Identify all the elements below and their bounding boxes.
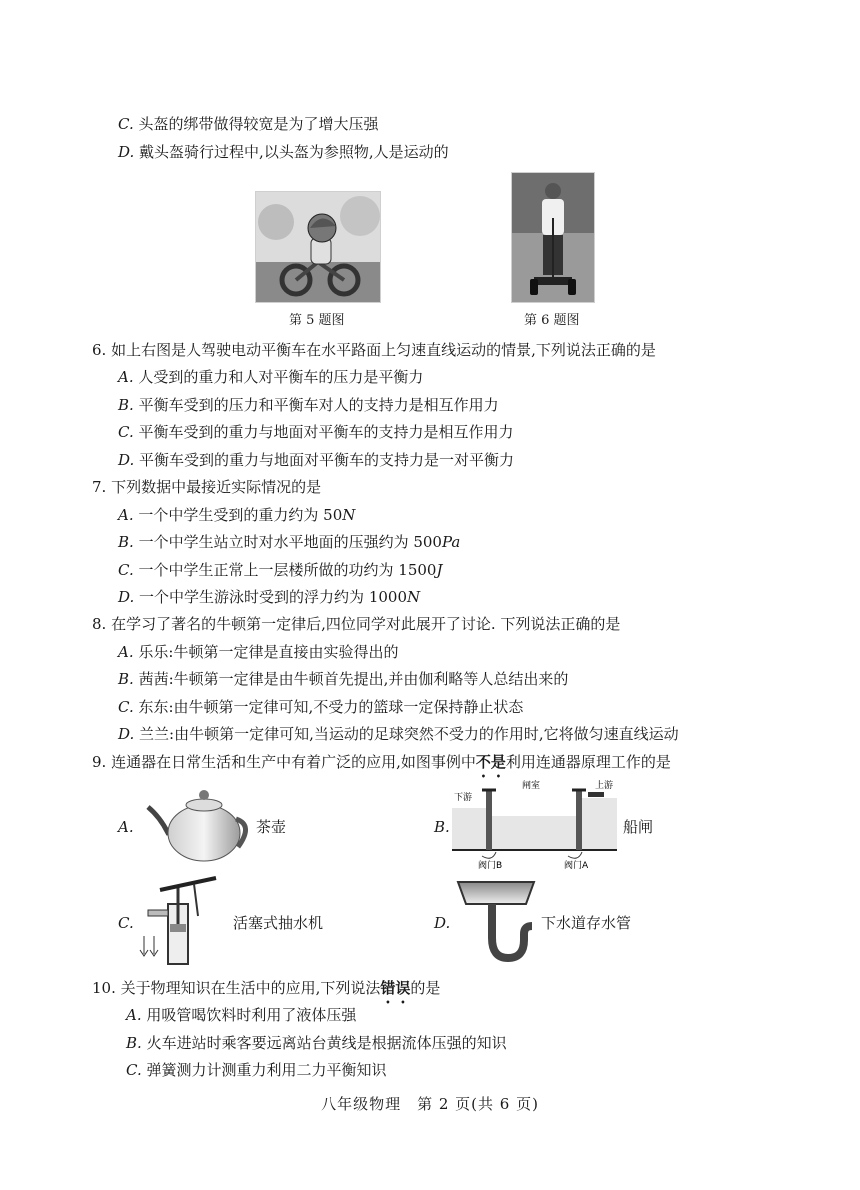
page-footer: 八年级物理 第 2 页(共 6 页) [321,1095,539,1113]
q8-option-b: B. 茜茜:牛顿第一定律是由牛顿首先提出,并由伽利略等人总结出来的 [118,670,569,688]
q8-stem: 8. 在学习了著名的牛顿第一定律后,四位同学对此展开了讨论. 下列说法正确的是 [92,615,621,633]
fig6-caption: 第 6 题图 [524,313,580,328]
q9-option-d-letter: D. [434,914,451,932]
q9-option-c-label: 活塞式抽水机 [233,914,324,932]
q7-option-d: D. 一个中学生游泳时受到的浮力约为 1000N [118,588,421,606]
lock-label-valve-b: 阀门B [478,861,503,870]
ship-lock-diagram [452,780,617,870]
lock-label-chamber: 闸室 [522,781,541,791]
lock-label-valve-a: 阀门A [564,861,589,870]
q9-option-b-label: 船闸 [623,818,654,836]
fig6-image [511,172,595,303]
piston-pump-icon [138,876,222,968]
drain-trap-icon [454,878,538,968]
q10-option-b: B. 火车进站时乘客要远离站台黄线是根据流体压强的知识 [126,1034,507,1052]
emphasis-not: 不是 [475,753,506,771]
q7-option-c: C. 一个中学生正常上一层楼所做的功约为 1500J [118,561,443,579]
q8-option-c: C. 东东:由牛顿第一定律可知,不受力的篮球一定保持静止状态 [118,698,524,716]
teapot-icon [138,777,256,865]
q9-option-a-letter: A. [118,818,134,836]
q10-stem: 10. 关于物理知识在生活中的应用,下列说法错误的是 [92,979,441,997]
q9-option-c-letter: C. [118,914,134,932]
q8-option-d: D. 兰兰:由牛顿第一定律可知,当运动的足球突然不受力的作用时,它将做匀速直线运动 [118,725,679,743]
q8-option-a: A. 乐乐:牛顿第一定律是直接由实验得出的 [118,643,399,661]
q10-option-a: A. 用吸管喝饮料时利用了液体压强 [126,1006,357,1024]
q6-stem: 6. 如上右图是人驾驶电动平衡车在水平路面上匀速直线运动的情景,下列说法正确的是 [92,341,656,359]
q10-option-c: C. 弹簧测力计测重力利用二力平衡知识 [126,1061,387,1079]
q5-option-d: D. 戴头盔骑行过程中,以头盔为参照物,人是运动的 [118,143,449,161]
q7-stem: 7. 下列数据中最接近实际情况的是 [92,478,322,496]
q9-option-d-label: 下水道存水管 [541,914,632,932]
q9-option-a-label: 茶壶 [256,818,287,836]
fig5-image [255,191,381,303]
q6-option-b: B. 平衡车受到的压力和平衡车对人的支持力是相互作用力 [118,396,499,414]
q9-stem: 9. 连通器在日常生活和生产中有着广泛的应用,如图事例中不是利用连通器原理工作的是 [92,753,671,771]
emphasis-wrong: 错误 [380,979,411,997]
fig5-caption: 第 5 题图 [289,313,345,328]
q6-option-c: C. 平衡车受到的重力与地面对平衡车的支持力是相互作用力 [118,423,514,441]
q7-option-b: B. 一个中学生站立时对水平地面的压强约为 500Pa [118,533,461,551]
lock-label-downstream: 下游 [454,793,473,803]
q7-option-a: A. 一个中学生受到的重力约为 50N [118,506,356,524]
q6-option-a: A. 人受到的重力和人对平衡车的压力是平衡力 [118,368,424,386]
q5-option-c: C. 头盔的绑带做得较宽是为了增大压强 [118,115,379,133]
q9-option-b-letter: B. [434,818,450,836]
q6-option-d: D. 平衡车受到的重力与地面对平衡车的支持力是一对平衡力 [118,451,515,469]
lock-label-upstream: 上游 [595,781,614,791]
